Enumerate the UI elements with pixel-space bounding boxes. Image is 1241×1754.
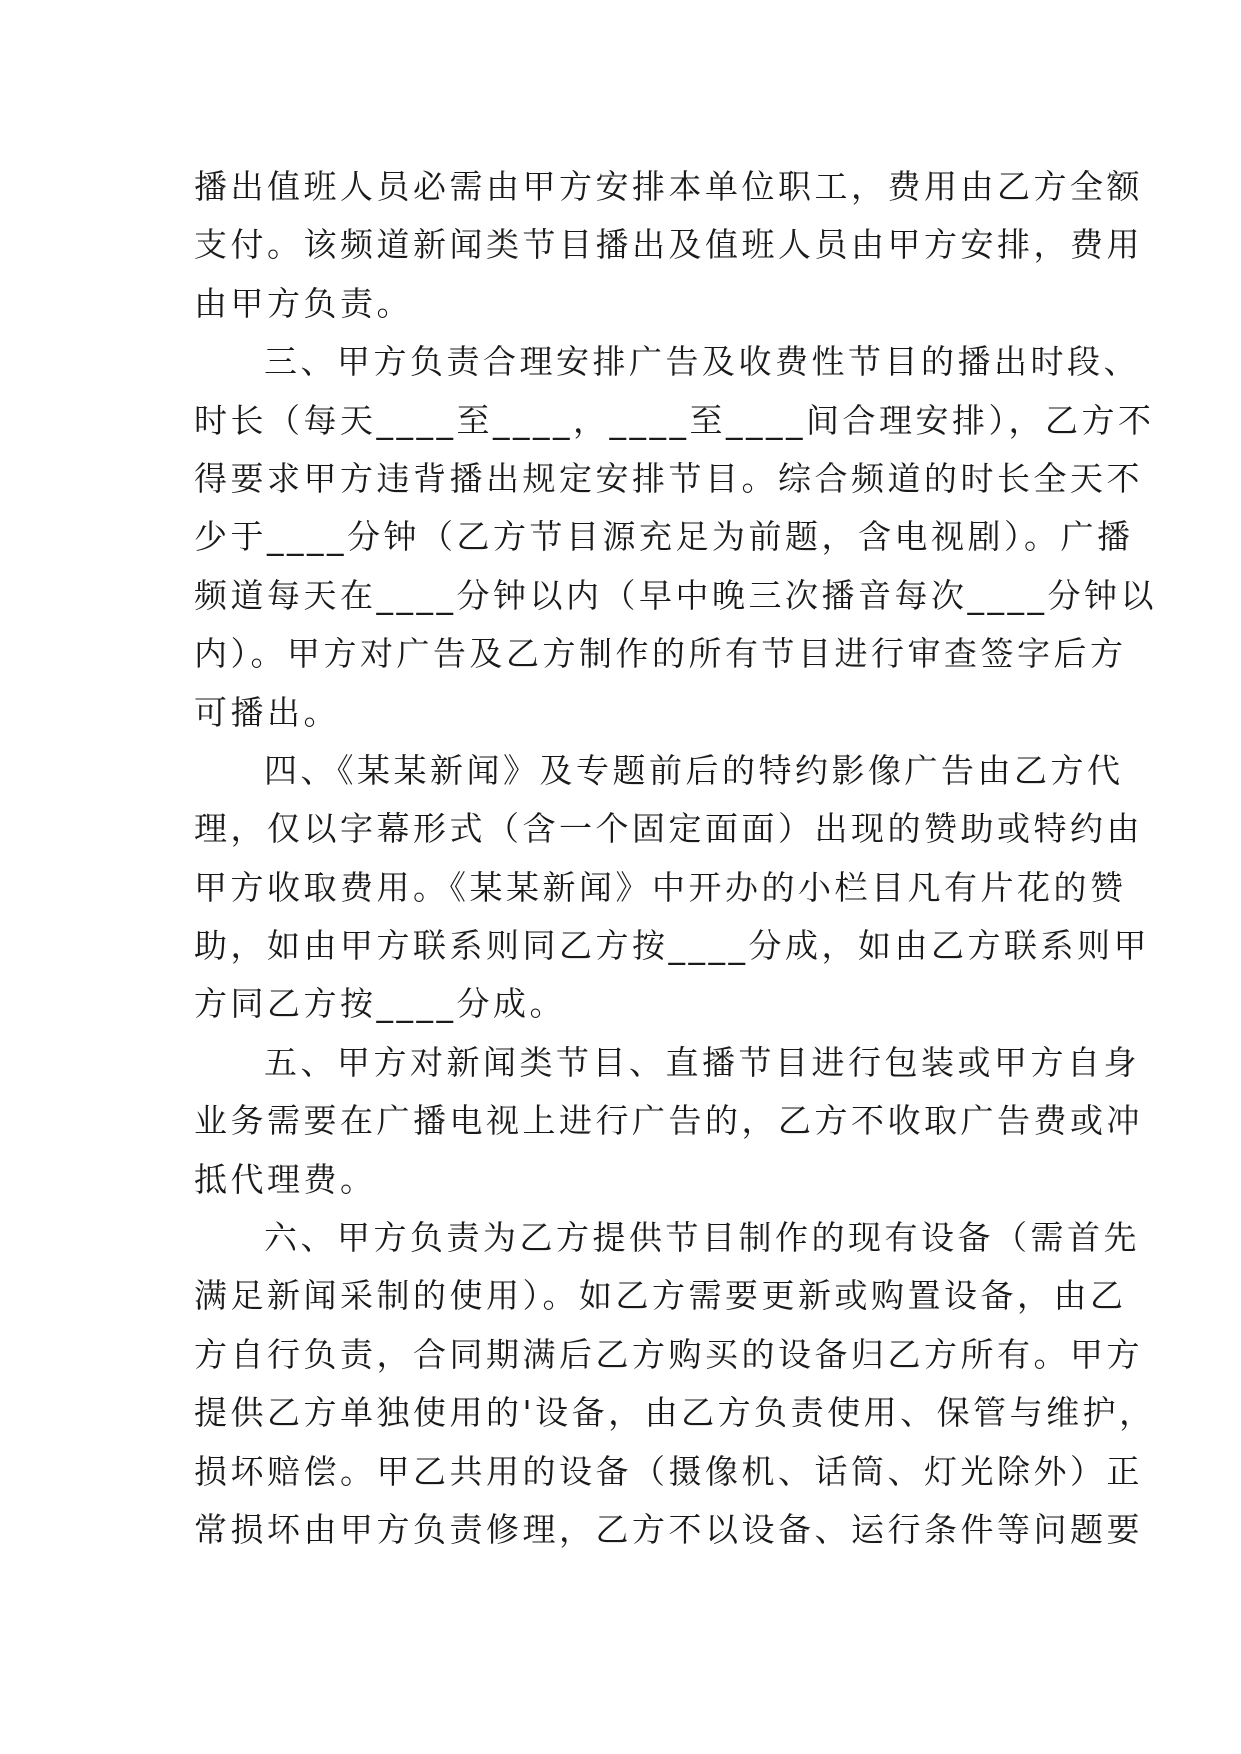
document-body <box>194 158 1157 1559</box>
text-line: 由甲方负责。 <box>194 283 413 323</box>
text-line: 业务需要在广播电视上进行广告的，乙方不收取广告费或冲 <box>194 1101 1143 1141</box>
text-line: 满足新闻采制的使用）。如乙方需要更新或购置设备，由乙 <box>194 1276 1127 1316</box>
text-line: 时长（每天____至____，____至____间合理安排），乙方不 <box>194 400 1155 440</box>
paragraph-first-line: 三、甲方负责合理安排广告及收费性节目的播出时段、 <box>264 342 1140 382</box>
text-line: 方同乙方按____分成。 <box>194 984 566 1024</box>
text-line: 理，仅以字幕形式（含一个固定面面）出现的赞助或特约由 <box>194 809 1143 849</box>
text-line: 可播出。 <box>194 692 340 732</box>
text-line: 得要求甲方违背播出规定安排节目。综合频道的时长全天不 <box>194 458 1143 498</box>
text-line: 抵代理费。 <box>194 1159 377 1199</box>
text-line: 甲方收取费用。《某某新闻》中开办的小栏目凡有片花的赞 <box>194 867 1127 907</box>
text-line: 损坏赔偿。甲乙共用的设备（摄像机、话筒、灯光除外）正 <box>194 1451 1143 1491</box>
paragraph-first-line: 六、甲方负责为乙方提供节目制作的现有设备（需首先 <box>264 1218 1140 1258</box>
text-line: 频道每天在____分钟以内（早中晚三次播音每次____分钟以 <box>194 575 1157 615</box>
text-line: 支付。该频道新闻类节目播出及值班人员由甲方安排，费用 <box>194 225 1143 265</box>
paragraph-first-line: 五、甲方对新闻类节目、直播节目进行包装或甲方自身 <box>264 1042 1140 1082</box>
paragraph-first-line: 四、《某某新闻》及专题前后的特约影像广告由乙方代 <box>264 750 1124 790</box>
text-line: 提供乙方单独使用的'设备，由乙方负责使用、保管与维护， <box>194 1393 1156 1433</box>
text-line: 方自行负责，合同期满后乙方购买的设备归乙方所有。甲方 <box>194 1334 1143 1374</box>
text-line: 常损坏由甲方负责修理，乙方不以设备、运行条件等问题要 <box>194 1509 1143 1549</box>
text-line: 播出值班人员必需由甲方安排本单位职工，费用由乙方全额 <box>194 167 1143 206</box>
text-line: 少于____分钟（乙方节目源充足为前题，含电视剧）。广播 <box>194 517 1134 557</box>
text-line: 内）。甲方对广告及乙方制作的所有节目进行审查签字后方 <box>194 634 1127 674</box>
text-line: 助，如由甲方联系则同乙方按____分成，如由乙方联系则甲 <box>194 926 1150 966</box>
